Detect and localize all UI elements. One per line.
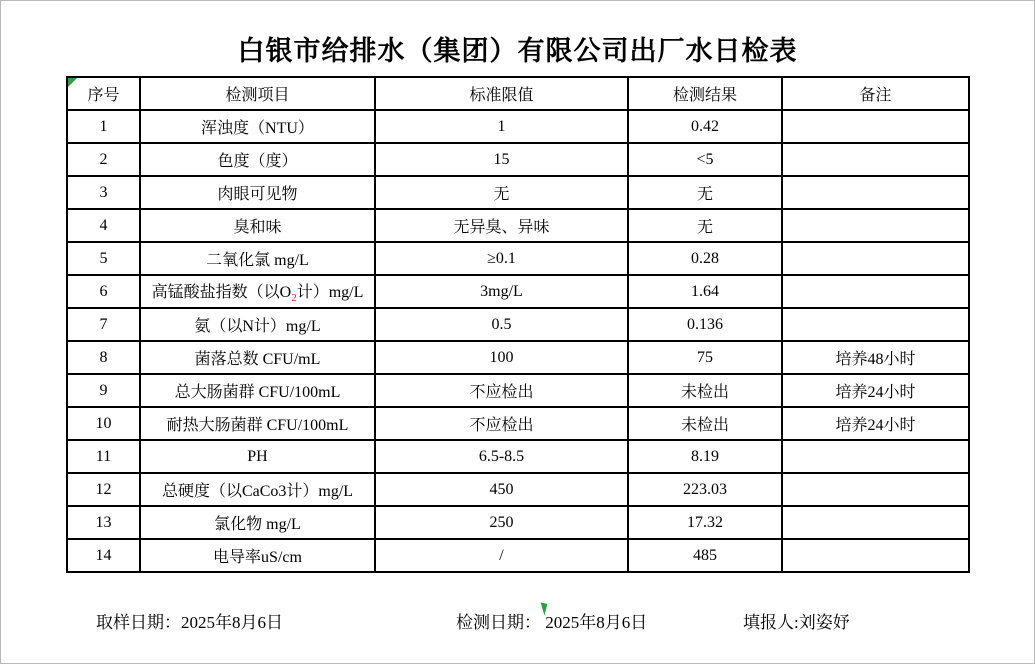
cell-limit: 450 — [375, 473, 628, 506]
cell-index: 14 — [67, 539, 140, 572]
cell-item: PH — [140, 440, 375, 473]
table-row — [67, 275, 969, 308]
cell-item: 臭和味 — [140, 209, 375, 242]
cell-index: 10 — [67, 407, 140, 440]
excel-corner-marker-icon — [68, 78, 77, 87]
table-row — [67, 506, 969, 539]
table-row — [67, 110, 969, 143]
testing-date: 检测日期： 2025年8月6日 — [456, 613, 648, 632]
cell-item: 氨（以N计）mg/L — [140, 308, 375, 341]
cell-note — [782, 506, 969, 539]
cell-limit: 6.5-8.5 — [375, 440, 628, 473]
cell-note — [782, 110, 969, 143]
cell-item: 电导率uS/cm — [140, 539, 375, 572]
cell-note — [782, 473, 969, 506]
table-row — [67, 539, 969, 572]
cell-limit: 不应检出 — [375, 374, 628, 407]
table-row — [67, 242, 969, 275]
table-row — [67, 308, 969, 341]
cell-note — [782, 440, 969, 473]
cell-index: 3 — [67, 176, 140, 209]
cell-note — [782, 242, 969, 275]
cell-index: 9 — [67, 374, 140, 407]
cell-item: 耐热大肠菌群 CFU/100mL — [140, 407, 375, 440]
cell-limit: 1 — [375, 110, 628, 143]
table-row — [67, 407, 969, 440]
sampling-date: 取样日期：2025年8月6日 — [96, 613, 283, 632]
cell-note — [782, 539, 969, 572]
cell-item: 色度（度） — [140, 143, 375, 176]
cell-result: <5 — [628, 143, 782, 176]
cell-limit: 无异臭、异味 — [375, 209, 628, 242]
reporter-name: 填报人:刘姿妤 — [743, 613, 850, 632]
cell-result: 8.19 — [628, 440, 782, 473]
table-row — [67, 209, 969, 242]
cell-result: 未检出 — [628, 407, 782, 440]
cell-item: 浑浊度（NTU） — [140, 110, 375, 143]
cell-result: 223.03 — [628, 473, 782, 506]
cell-index: 12 — [67, 473, 140, 506]
cell-note: 培养48小时 — [782, 341, 969, 374]
cell-item: 总硬度（以CaCo3计）mg/L — [140, 473, 375, 506]
table-row — [67, 341, 969, 374]
cell-index: 2 — [67, 143, 140, 176]
table-header-row — [67, 77, 969, 110]
cell-result: 0.28 — [628, 242, 782, 275]
inspection-table-grid — [66, 76, 970, 573]
cell-item: 二氧化氯 mg/L — [140, 242, 375, 275]
cell-limit: 0.5 — [375, 308, 628, 341]
header-limit: 标准限值 — [375, 77, 628, 110]
cell-index: 13 — [67, 506, 140, 539]
header-item: 检测项目 — [140, 77, 375, 110]
table-row — [67, 374, 969, 407]
cell-index: 1 — [67, 110, 140, 143]
cell-limit: 100 — [375, 341, 628, 374]
cell-note — [782, 143, 969, 176]
cell-index: 11 — [67, 440, 140, 473]
header-result: 检测结果 — [628, 77, 782, 110]
cell-item — [140, 275, 375, 308]
cell-result: 0.42 — [628, 110, 782, 143]
cell-result: 75 — [628, 341, 782, 374]
cell-item: 菌落总数 CFU/mL — [140, 341, 375, 374]
cell-item: 氯化物 mg/L — [140, 506, 375, 539]
header-index: 序号 — [67, 77, 140, 110]
cell-limit: 3mg/L — [375, 275, 628, 308]
table-row — [67, 473, 969, 506]
cell-item: 总大肠菌群 CFU/100mL — [140, 374, 375, 407]
item-subscript: 2 — [291, 292, 297, 305]
cell-result: 无 — [628, 209, 782, 242]
cell-index: 5 — [67, 242, 140, 275]
cell-index: 6 — [67, 275, 140, 308]
cell-index: 8 — [67, 341, 140, 374]
table-row — [67, 176, 969, 209]
header-note: 备注 — [782, 77, 969, 110]
item-text: 高锰酸盐指数（以O — [151, 283, 292, 301]
cell-limit: 250 — [375, 506, 628, 539]
cell-result: 485 — [628, 539, 782, 572]
cell-index: 7 — [67, 308, 140, 341]
inspection-table — [66, 76, 968, 573]
cell-limit: 无 — [375, 176, 628, 209]
cell-limit: / — [375, 539, 628, 572]
table-row — [67, 440, 969, 473]
page-title: 白银市给排水（集团）有限公司出厂水日检表 — [237, 36, 798, 66]
cell-note — [782, 209, 969, 242]
cell-limit: 15 — [375, 143, 628, 176]
cell-result: 1.64 — [628, 275, 782, 308]
cell-note — [782, 176, 969, 209]
cell-index: 4 — [67, 209, 140, 242]
cell-note — [782, 308, 969, 341]
item-text: 计）mg/L — [296, 283, 364, 301]
cell-limit: 不应检出 — [375, 407, 628, 440]
cell-result: 无 — [628, 176, 782, 209]
table-row — [67, 143, 969, 176]
cell-result: 17.32 — [628, 506, 782, 539]
cell-result: 0.136 — [628, 308, 782, 341]
cell-note — [782, 275, 969, 308]
cell-limit: ≥0.1 — [375, 242, 628, 275]
cell-result: 未检出 — [628, 374, 782, 407]
cell-note: 培养24小时 — [782, 374, 969, 407]
cell-note: 培养24小时 — [782, 407, 969, 440]
cell-item: 肉眼可见物 — [140, 176, 375, 209]
